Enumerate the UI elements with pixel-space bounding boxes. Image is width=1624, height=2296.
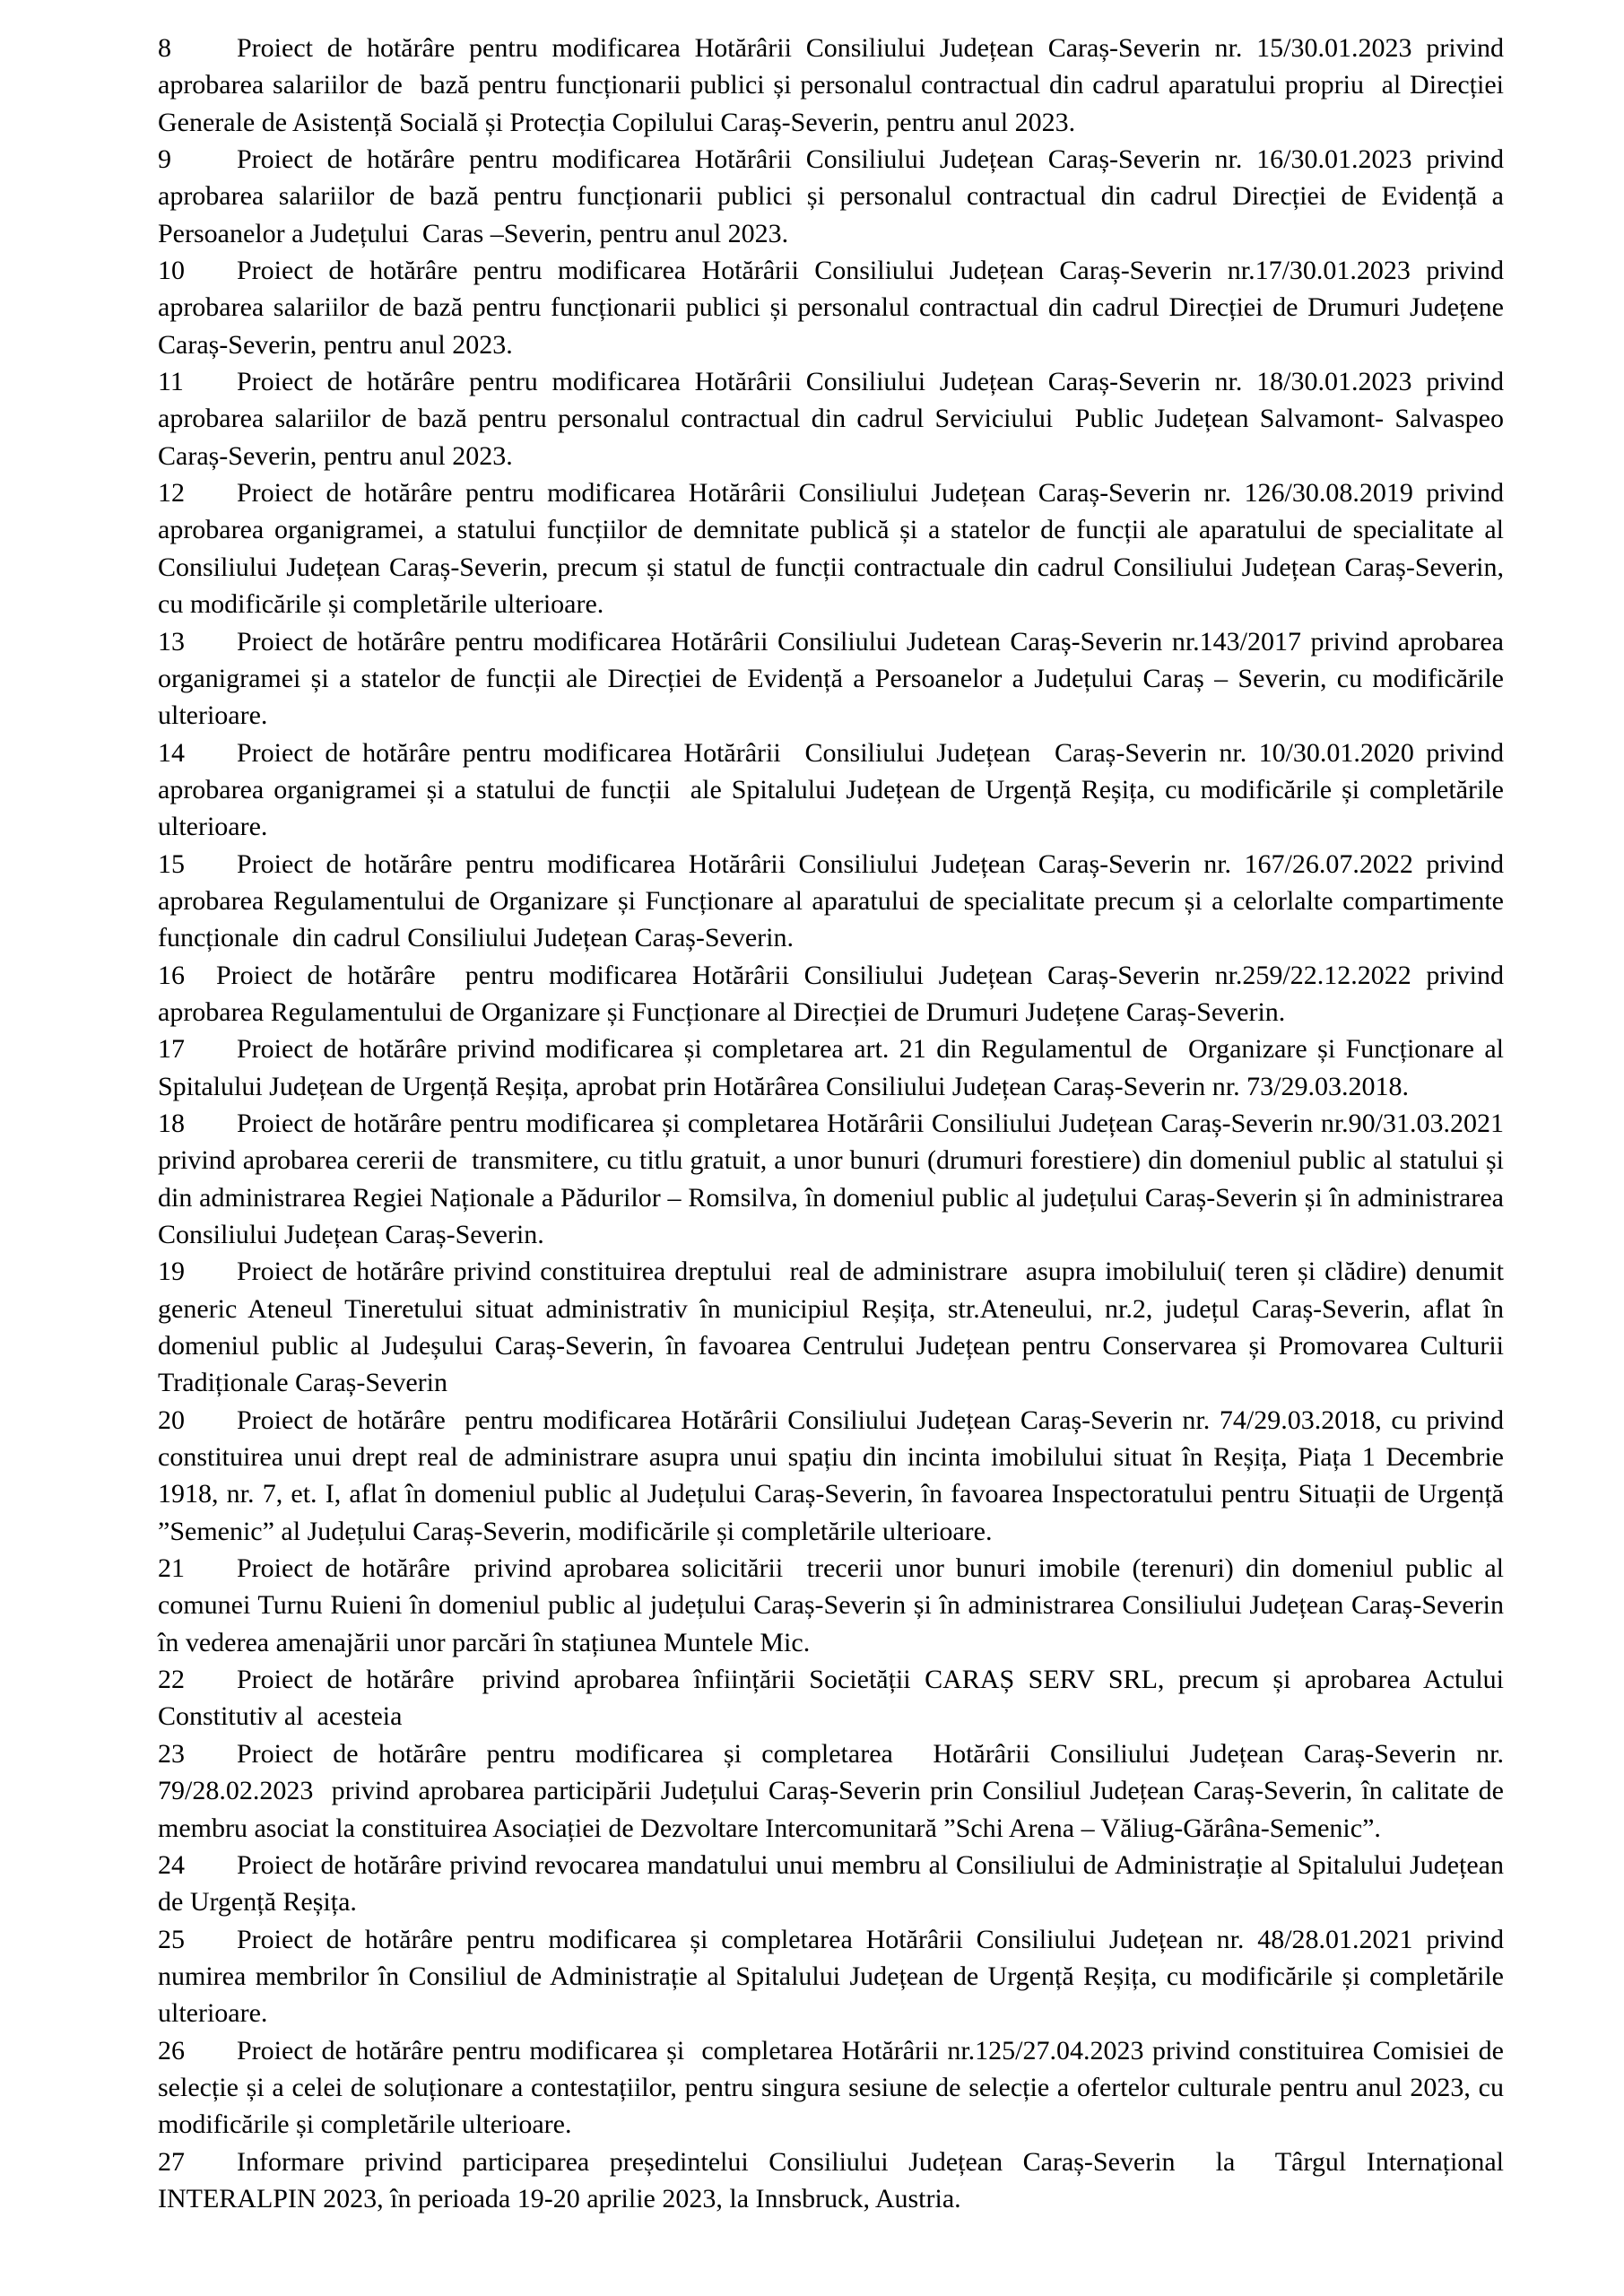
agenda-item-number: 25 [158,1924,185,1954]
agenda-item [158,30,1504,141]
agenda-item-text: Proiect de hotărâre pentru modificarea Hotărârii Consiliului Județean Caraș-Severin nr.259/22.12.2022 privind aprobarea Regulamentului de Organizare și Funcționare al Direcției de Drumuri Județene Caraș-Severin. [158,960,1504,1027]
agenda-item-number: 22 [158,1665,185,1695]
agenda-item [158,1402,1504,1550]
agenda-item-text: Proiect de hotărâre privind aprobarea solicitării trecerii unor bunuri imobile (terenuri) din domeniul public al comunei Turnu Ruieni în domeniul public al județului Caraș-Severin și în administrarea Consiliului Județean Caraș-Severin în vederea amenajării unor parcări în stațiunea Muntele Mic. [158,1553,1504,1657]
agenda-item-text: Proiect de hotărâre privind revocarea mandatului unui membru al Consiliului de Administrație al Spitalului Județean de Urgență Reșița. [158,1849,1504,1918]
agenda-item [158,846,1504,957]
agenda-item-text: Proiect de hotărâre pentru modificarea Hotărârii Consiliului Județean Caraș-Severin nr. 126/30.08.2019 privind aprobarea organigramei, a statului funcțiilor de demnitate publică și a statelor de funcții ale aparatului de specialitate al Consiliului Județean Caraș-Severin, precum și statul de funcții contractuale din cadrul Consiliului Județean Caraș-Severin, cu modificările și completările ulterioare. [158,478,1504,620]
agenda-item [158,1735,1504,1847]
agenda-item [158,1661,1504,1735]
agenda-item-number: 10 [158,256,185,286]
agenda-item-number: 26 [158,2035,185,2066]
agenda-item [158,957,1504,1031]
agenda-item [158,1921,1504,2032]
agenda-item-number: 20 [158,1405,185,1435]
agenda-item-text: Proiect de hotărâre pentru modificarea și completarea Hotărârii Consiliului Județean Caraș-Severin nr. 79/28.02.2023 privind aprobarea participării Județului Caraș-Severin prin Consiliul Județean Caraș-Severin, în calitate de membru asociat la constituirea Asociației de Dezvoltare Intercomunitară ”Schi Arena – Văliug-Gărâna-Semenic”. [158,1738,1504,1843]
agenda-item-number: 18 [158,1108,185,1138]
agenda-item [158,1105,1504,1253]
agenda-item-number: 24 [158,1849,185,1880]
agenda-item-text: Proiect de hotărâre pentru modificarea Hotărârii Consiliului Județean Caraș-Severin nr. 16/30.01.2023 privind aprobarea salariilor de bază pentru funcționarii publici și personalul contractual din cadrul Direcției de Evidență a Persoanelor a Județului Caras –Severin, pentru anul 2023. [158,144,1504,248]
agenda-item-number: 8 [158,33,171,63]
agenda-item-text: Proiect de hotărâre pentru modificarea și completarea Hotărârii nr.125/27.04.2023 privind constituirea Comisiei de selecție și a celei de soluționare a contestațiilor, pentru singura sesiune de selecție a ofertelor culturale pentru anul 2023, cu modificările și completările ulterioare. [158,2035,1504,2140]
agenda-item [158,1847,1504,1921]
agenda-item-number: 11 [158,367,184,397]
agenda-item-text: Proiect de hotărâre pentru modificarea și completarea Hotărârii Consiliului Județean nr. 48/28.01.2021 privind numirea membrilor în Consiliul de Administrație al Spitalului Județean de Urgență Reșița, cu modificările și completările ulterioare. [158,1924,1504,2029]
agenda-item-text: Informare privind participarea președintelui Consiliului Județean Caraș-Severin la Târgul Internațional INTERALPIN 2023, în perioada 19-20 aprilie 2023, la Innsbruck, Austria. [158,2146,1504,2213]
agenda-item-number: 27 [158,2146,185,2177]
agenda-item [158,623,1504,735]
agenda-item-text: Proiect de hotărâre privind aprobarea înființării Societății CARAȘ SERV SRL, precum și aprobarea Actului Constitutiv al acesteia [158,1665,1504,1732]
agenda-item [158,1253,1504,1401]
agenda-item-text: Proiect de hotărâre pentru modificarea Hotărârii Consiliului Județean Caraș-Severin nr. 167/26.07.2022 privind aprobarea Regulamentului de Organizare și Funcționare al aparatului de specialitate precum și a celorlalte compartimente funcționale din cadrul Consiliului Județean Caraș-Severin. [158,848,1504,953]
agenda-list [158,30,1504,2217]
agenda-item [158,735,1504,846]
agenda-item [158,2144,1504,2218]
agenda-item [158,2032,1504,2144]
agenda-item-number: 12 [158,478,185,509]
agenda-item [158,363,1504,474]
agenda-item-number: 16 [158,960,185,990]
agenda-item-number: 13 [158,626,185,657]
agenda-item-number: 15 [158,848,185,879]
agenda-item-number: 9 [158,144,171,175]
agenda-item-text: Proiect de hotărâre pentru modificarea Hotărârii Consiliului Județean Caraș-Severin nr. 74/29.03.2018, cu privind constituirea unui drept real de administrare asupra unui spațiu din incinta imobilului situat în Reșița, Piața 1 Decembrie 1918, nr. 7, et. I, aflat în domeniul public al Județului Caraș-Severin, în favoarea Inspectoratului pentru Situații de Urgență ”Semenic” al Județului Caraș-Severin, modificările și completările ulterioare. [158,1405,1504,1546]
agenda-item-number: 14 [158,737,185,768]
agenda-item-number: 21 [158,1553,185,1584]
agenda-item-number: 17 [158,1034,185,1065]
agenda-item-text: Proiect de hotărâre pentru modificarea Hotărârii Consiliului Județean Caraș-Severin nr. 18/30.01.2023 privind aprobarea salariilor de bază pentru personalul contractual din cadrul Serviciului Public Județean Salvamont- Salvaspeo Caraș-Severin, pentru anul 2023. [158,367,1504,471]
agenda-item [158,252,1504,363]
agenda-item-number: 19 [158,1257,185,1287]
agenda-item-number: 23 [158,1738,185,1769]
agenda-item [158,1550,1504,1661]
agenda-item-text: Proiect de hotărâre privind constituirea dreptului real de administrare asupra imobilului( teren și clădire) denumit generic Ateneul Tineretului situat administrativ în municipiul Reșița, str.Ateneului, nr.2, județul Caraș-Severin, aflat în domeniul public al Judeșului Caraș-Severin, în favoarea Centrului Județean pentru Conservarea și Promovarea Culturii Tradiționale Caraș-Severin [158,1257,1504,1398]
agenda-item [158,474,1504,622]
agenda-item-text: Proiect de hotărâre pentru modificarea și completarea Hotărârii Consiliului Județean Caraș-Severin nr.90/31.03.2021 privind aprobarea cererii de transmitere, cu titlu gratuit, a unor bunuri (drumuri forestiere) din domeniul public al statului și din administrarea Regiei Naționale a Pădurilor – Romsilva, în domeniul public al județului Caraș-Severin și în administrarea Consiliului Județean Caraș-Severin. [158,1108,1504,1249]
agenda-item [158,1031,1504,1105]
agenda-item-text: Proiect de hotărâre pentru modificarea Hotărârii Consiliului Județean Caraș-Severin nr. 15/30.01.2023 privind aprobarea salariilor de bază pentru funcționarii publici și personalul contractual din cadrul aparatului propriu al Direcției Generale de Asistență Socială și Protecția Copilului Caraș-Severin, pentru anul 2023. [158,33,1504,137]
agenda-item [158,141,1504,252]
agenda-item-text: Proiect de hotărâre privind modificarea și completarea art. 21 din Regulamentul de Organizare și Funcționare al Spitalului Județean de Urgență Reșița, aprobat prin Hotărârea Consiliului Județean Caraș-Severin nr. 73/29.03.2018. [158,1034,1504,1101]
agenda-item-text: Proiect de hotărâre pentru modificarea Hotărârii Consiliului Județean Caraș-Severin nr.17/30.01.2023 privind aprobarea salariilor de bază pentru funcționarii publici și personalul contractual din cadrul Direcției de Drumuri Județene Caraș-Severin, pentru anul 2023. [158,256,1504,360]
agenda-item-text: Proiect de hotărâre pentru modificarea Hotărârii Consiliului Judetean Caraș-Severin nr.143/2017 privind aprobarea organigramei și a statelor de funcții ale Direcției de Evidență a Persoanelor a Județului Caraș – Severin, cu modificările ulterioare. [158,626,1504,731]
agenda-item-text: Proiect de hotărâre pentru modificarea Hotărârii Consiliului Județean Caraș-Severin nr. 10/30.01.2020 privind aprobarea organigramei și a statului de funcții ale Spitalului Județean de Urgență Reșița, cu modificările și completările ulterioare. [158,737,1504,842]
